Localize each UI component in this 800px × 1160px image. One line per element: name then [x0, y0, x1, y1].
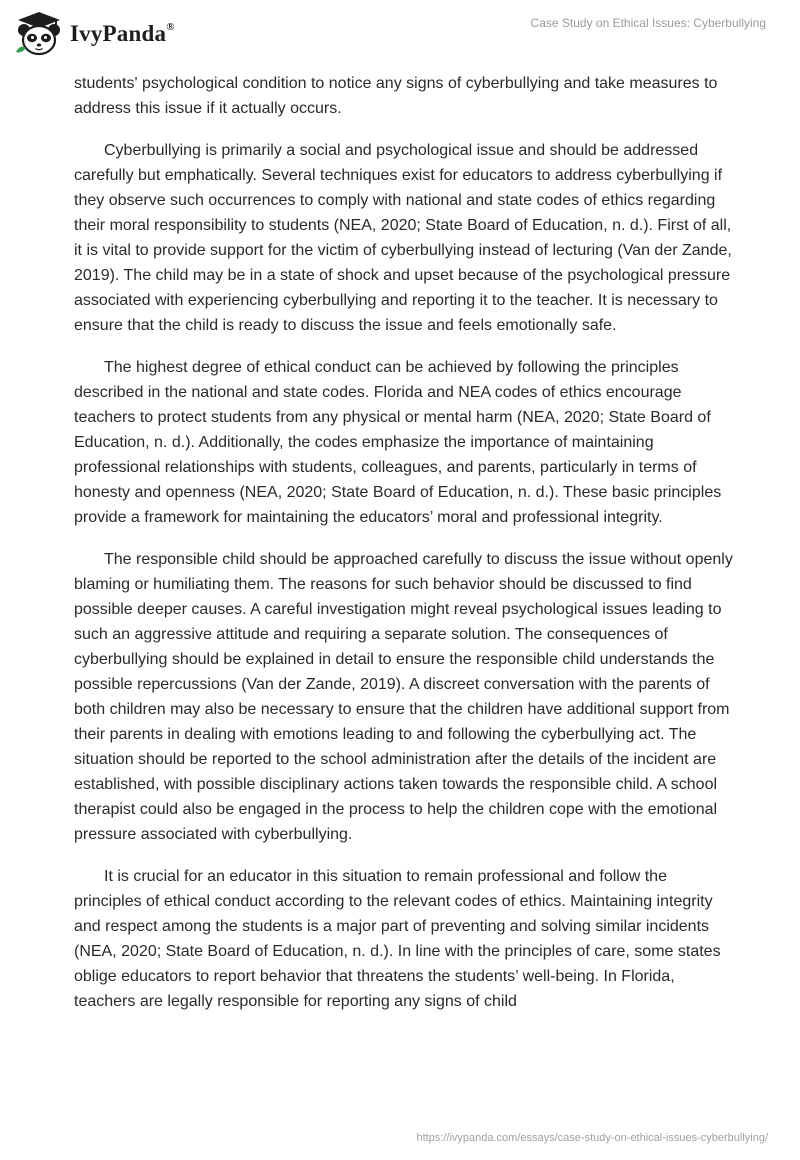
- paragraph: Cyberbullying is primarily a social and psychological issue and should be addressed carefully but emphatically. Several techniques exist for educators to address cyberbullying if they observe such occurrences to comply with national and state codes of ethics regarding their moral responsibility to students (NEA, 2020; State Board of Education, n. d.). First of all, it is vital to provide support for the victim of cyberbullying instead of lecturing (Van der Zande, 2019). The child may be in a state of shock and upset because of the psychological pressure associated with experiencing cyberbullying and reporting it to the teacher. It is necessary to ensure that the child is ready to discuss the issue and feels emotionally safe.: [74, 142, 732, 334]
- logo[interactable]: [14, 10, 175, 56]
- logo-text: [70, 21, 175, 47]
- paragraph: It is crucial for an educator in this situation to remain professional and follow the principles of ethical conduct according to the relevant codes of ethics. Maintaining integrity and respect among the students is a major part of preventing and solving similar incidents (NEA, 2020; State Board of Education, n. d.). In line with the principles of care, some states oblige educators to report behavior that threatens the students’ well-being. In Florida, teachers are legally responsible for reporting any signs of child: [74, 868, 721, 1010]
- panda-logo-icon: [14, 10, 64, 56]
- logo-name: IvyPanda: [70, 21, 167, 46]
- paragraph: students' psychological condition to notice any signs of cyberbullying and take measures to address this issue if it actually occurs.: [74, 75, 718, 117]
- page-header: [0, 0, 800, 70]
- registered-mark: ®: [166, 21, 175, 34]
- paragraph: The highest degree of ethical conduct can be achieved by following the principles described in the national and state codes. Florida and NEA codes of ethics encourage teachers to protect students from any physical or mental harm (NEA, 2020; State Board of Education, n. d.). Additionally, the codes emphasize the importance of maintaining professional relationships with students, colleagues, and parents, particularly in terms of honesty and openness (NEA, 2020; State Board of Education, n. d.). These basic principles provide a framework for maintaining the educators’ moral and professional integrity.: [74, 359, 722, 526]
- document-title: Case Study on Ethical Issues: Cyberbullying: [530, 16, 766, 30]
- essay-body: [74, 71, 734, 1031]
- paragraph: The responsible child should be approached carefully to discuss the issue without openly blaming or humiliating them. The reasons for such behavior should be discussed to find possible deeper causes. A careful investigation might reveal psychological issues leading to such an aggressive attitude and requiring a separate solution. The consequences of cyberbullying should be explained in detail to ensure the responsible child understands the possible repercussions (Van der Zande, 2019). A discreet conversation with the parents of both children may also be necessary to ensure that the children have additional support from their parents in dealing with emotions leading to and following the cyberbullying act. The situation should be reported to the school administration after the details of the incident are established, with possible disciplinary actions taken towards the responsible child. A school therapist could also be engaged in the process to help the children cope with the emotional pressure associated with cyberbullying.: [74, 551, 733, 843]
- source-url-link[interactable]: https://ivypanda.com/essays/case-study-on-ethical-issues-cyberbullying/: [416, 1132, 768, 1144]
